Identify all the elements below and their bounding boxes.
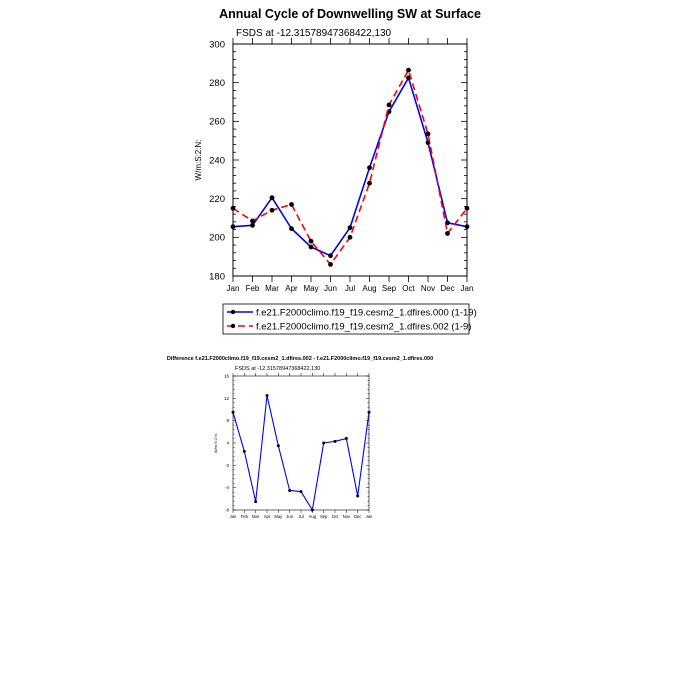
x-tick-label: Sep (381, 284, 397, 293)
diff-series-1-point (368, 411, 371, 414)
diff-series-1-point (334, 440, 337, 443)
x-tick-label: Jun (324, 284, 337, 293)
diff-series-1-point (254, 500, 257, 503)
series-1-point (367, 165, 372, 170)
diff-series-1-point (243, 450, 246, 453)
legend-marker-1 (231, 310, 235, 314)
diff-x-tick-label: Jun (286, 514, 294, 520)
chart-title: Annual Cycle of Downwelling SW at Surface (219, 7, 481, 21)
diff-x-tick-label: Dec (353, 514, 362, 520)
diff-series-1-point (356, 495, 359, 498)
y-tick-label: 200 (209, 232, 225, 244)
y-tick-label: 240 (209, 155, 225, 167)
x-tick-label: Aug (362, 284, 377, 293)
series-2-point (445, 231, 450, 236)
x-tick-label: Jul (344, 284, 356, 293)
y-axis-label: W/m:S:2:N: (194, 139, 203, 181)
series-2-point (328, 262, 333, 267)
diff-y-tick-label: 16 (223, 373, 229, 379)
y-tick-label: 300 (209, 39, 225, 51)
series-2-point (309, 239, 314, 244)
diff-y-axis-label: W/m:S:2:N: (213, 432, 218, 454)
series-2-point (406, 68, 411, 73)
diff-y-tick-label: -8 (224, 507, 229, 513)
series-2-point (367, 181, 372, 186)
legend-label-2: f.e21.F2000climo.f19_f19.cesm2_1.dfires.002 (1-9) (256, 321, 472, 333)
diff-y-tick-label: 4 (226, 440, 229, 446)
series-1-point (270, 195, 275, 200)
diff-x-tick-label: Aug (308, 514, 317, 520)
diff-x-tick-label: Feb (240, 514, 248, 520)
diff-series-1-point (277, 444, 280, 447)
diff-chart-title: Difference f.e21.F2000climo.f19_f19.cesm2_1.dfires.002 - f.e21.F2000climo.f19_f19.cesm2_1.dfires.000 (166, 356, 434, 362)
diff-series-1-point (288, 489, 291, 492)
series-2-point (231, 206, 236, 211)
chart-subtitle: FSDS at -12.31578947368422,130 (236, 28, 392, 39)
diff-x-tick-label: Oct (331, 514, 339, 520)
y-tick-label: 260 (209, 116, 225, 128)
x-tick-label: May (303, 284, 319, 293)
series-2-point (426, 132, 431, 137)
diff-series-1-point (311, 509, 314, 512)
diff-x-tick-label: Jul (298, 514, 304, 520)
series-1-point (250, 223, 255, 228)
x-tick-label: Oct (402, 284, 415, 293)
diff-series-1-point (345, 437, 348, 440)
series-2-point (289, 202, 294, 207)
diff-x-tick-label: Jan (365, 514, 373, 520)
x-tick-label: Nov (420, 284, 436, 293)
x-tick-label: Dec (440, 284, 455, 293)
legend-marker-2 (231, 324, 235, 328)
series-2-point (250, 219, 255, 224)
series-2-point (348, 235, 353, 240)
series-1-point (309, 245, 314, 250)
diff-series-1-point (322, 442, 325, 445)
diff-x-tick-label: Sep (319, 514, 328, 520)
legend-label-1: f.e21.F2000climo.f19_f19.cesm2_1.dfires.000 (1-19) (256, 307, 477, 319)
series-1-point (465, 224, 470, 229)
diff-y-tick-label: 8 (226, 418, 229, 424)
x-tick-label: Mar (265, 284, 279, 293)
diff-series-1-point (266, 394, 269, 397)
x-tick-label: Feb (245, 284, 260, 293)
diff-x-tick-label: Mar (252, 514, 260, 520)
diff-x-tick-label: Apr (263, 514, 271, 520)
series-2-point (465, 206, 470, 211)
diff-y-tick-label: -4 (224, 485, 229, 491)
series-1-point (328, 253, 333, 258)
diff-y-tick-label: 12 (223, 395, 229, 401)
diff-x-tick-label: Nov (342, 514, 351, 520)
y-tick-label: 180 (209, 271, 225, 283)
y-tick-label: 220 (209, 193, 225, 205)
diff-series-1-point (300, 490, 303, 493)
x-tick-label: Apr (285, 284, 298, 293)
diff-chart-subtitle: FSDS at -12.31578947368422,130 (235, 366, 321, 372)
series-1-point (348, 225, 353, 230)
diff-y-tick-label: 0 (226, 462, 229, 468)
x-tick-label: Jan (460, 284, 474, 293)
y-tick-label: 280 (209, 77, 225, 89)
series-2-point (270, 208, 275, 213)
x-tick-label: Jan (226, 284, 240, 293)
series-2-point (387, 103, 392, 108)
series-1-point (289, 226, 294, 231)
series-1-point (231, 224, 236, 229)
diff-series-1-point (232, 411, 235, 414)
diff-x-tick-label: Jan (229, 514, 237, 520)
diff-x-tick-label: May (274, 514, 283, 520)
